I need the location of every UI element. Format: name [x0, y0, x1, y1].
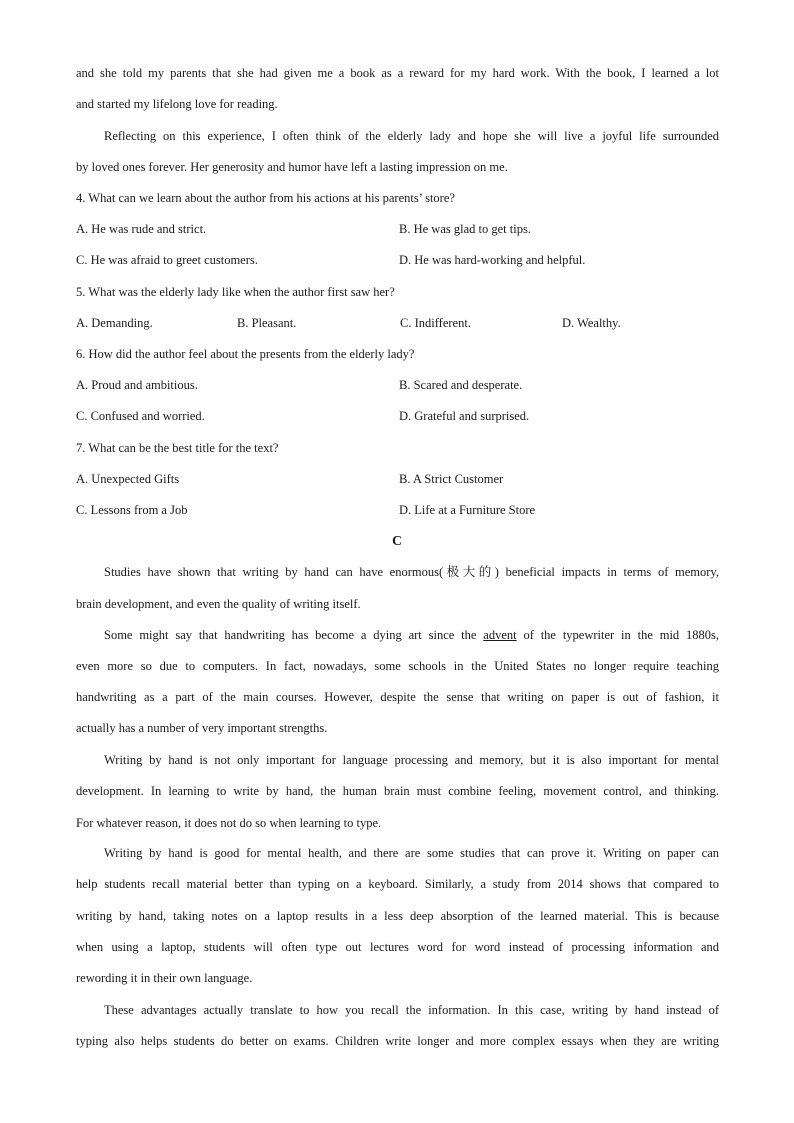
paragraph-line: even more so due to computers. In fact, nowadays, some schools in the United States no longer require teaching [76, 659, 719, 673]
answer-option: B. A Strict Customer [399, 472, 504, 486]
section-heading: C [392, 533, 402, 548]
answer-option: A. Proud and ambitious. [76, 378, 198, 392]
answer-option: B. He was glad to get tips. [399, 222, 531, 236]
paragraph-line: actually has a number of very important strengths. [76, 721, 328, 735]
paragraph-line [104, 627, 719, 643]
paragraph-line: Writing by hand is good for mental health, and there are some studies that can prove it. Writing on paper can [104, 846, 719, 860]
paragraph-line: help students recall material better than typing on a keyboard. Similarly, a study from 2014 shows that compared to [76, 877, 719, 891]
paragraph-line: brain development, and even the quality of writing itself. [76, 597, 361, 611]
answer-option: A. He was rude and strict. [76, 222, 207, 236]
paragraph-line: and started my lifelong love for reading. [76, 97, 278, 111]
paragraph-line: writing by hand, taking notes on a laptop results in a less deep absorption of the learned material. This is because [76, 909, 719, 923]
question-stem: 4. What can we learn about the author from his actions at his parents’ store? [76, 191, 455, 205]
paragraph-line: typing also helps students do better on exams. Children write longer and more complex essays when they are writing [76, 1034, 719, 1048]
underlined-word: advent [483, 628, 517, 642]
answer-option: A. Demanding. [76, 316, 153, 330]
text-run: of the typewriter in the mid 1880s, [516, 628, 719, 642]
paragraph-line: Reflecting on this experience, I often think of the elderly lady and hope she will live a joyful life surrounded [104, 129, 719, 143]
paragraph-line: For whatever reason, it does not do so when learning to type. [76, 816, 382, 830]
paragraph-line: when using a laptop, students will often type out lectures word for word instead of processing information and [76, 940, 719, 954]
answer-option: C. Confused and worried. [76, 409, 205, 423]
text-run: Some might say that handwriting has become a dying art since the [104, 628, 484, 642]
paragraph-line: development. In learning to write by hand, the human brain must combine feeling, movement control, and thinking. [76, 784, 719, 798]
paragraph-line: Writing by hand is not only important for language processing and memory, but it is also important for mental [104, 753, 719, 767]
answer-option: A. Unexpected Gifts [76, 472, 180, 486]
paragraph-line: These advantages actually translate to how you recall the information. In this case, writing by hand instead of [104, 1003, 719, 1017]
paragraph-line: by loved ones forever. Her generosity and humor have left a lasting impression on me. [76, 160, 508, 174]
question-stem: 7. What can be the best title for the text? [76, 441, 279, 455]
answer-option: D. Wealthy. [562, 316, 621, 330]
answer-option: D. Life at a Furniture Store [399, 503, 536, 517]
question-stem: 5. What was the elderly lady like when the author first saw her? [76, 285, 395, 299]
paragraph-line: rewording it in their own language. [76, 971, 253, 985]
question-stem: 6. How did the author feel about the presents from the elderly lady? [76, 347, 415, 361]
paragraph-line: handwriting as a part of the main courses. However, despite the sense that writing on paper is out of fashion, it [76, 690, 719, 704]
answer-option: D. Grateful and surprised. [399, 409, 530, 423]
answer-option: B. Pleasant. [237, 316, 297, 330]
answer-option: C. He was afraid to greet customers. [76, 253, 258, 267]
paragraph-line: and she told my parents that she had given me a book as a reward for my hard work. With the book, I learned a lot [76, 66, 719, 80]
answer-option: C. Indifferent. [400, 316, 471, 330]
answer-option: D. He was hard-working and helpful. [399, 253, 586, 267]
paragraph-line: Studies have shown that writing by hand can have enormous(极大的) beneficial impacts in terms of memory, [104, 565, 719, 579]
answer-option: C. Lessons from a Job [76, 503, 188, 517]
answer-option: B. Scared and desperate. [399, 378, 523, 392]
